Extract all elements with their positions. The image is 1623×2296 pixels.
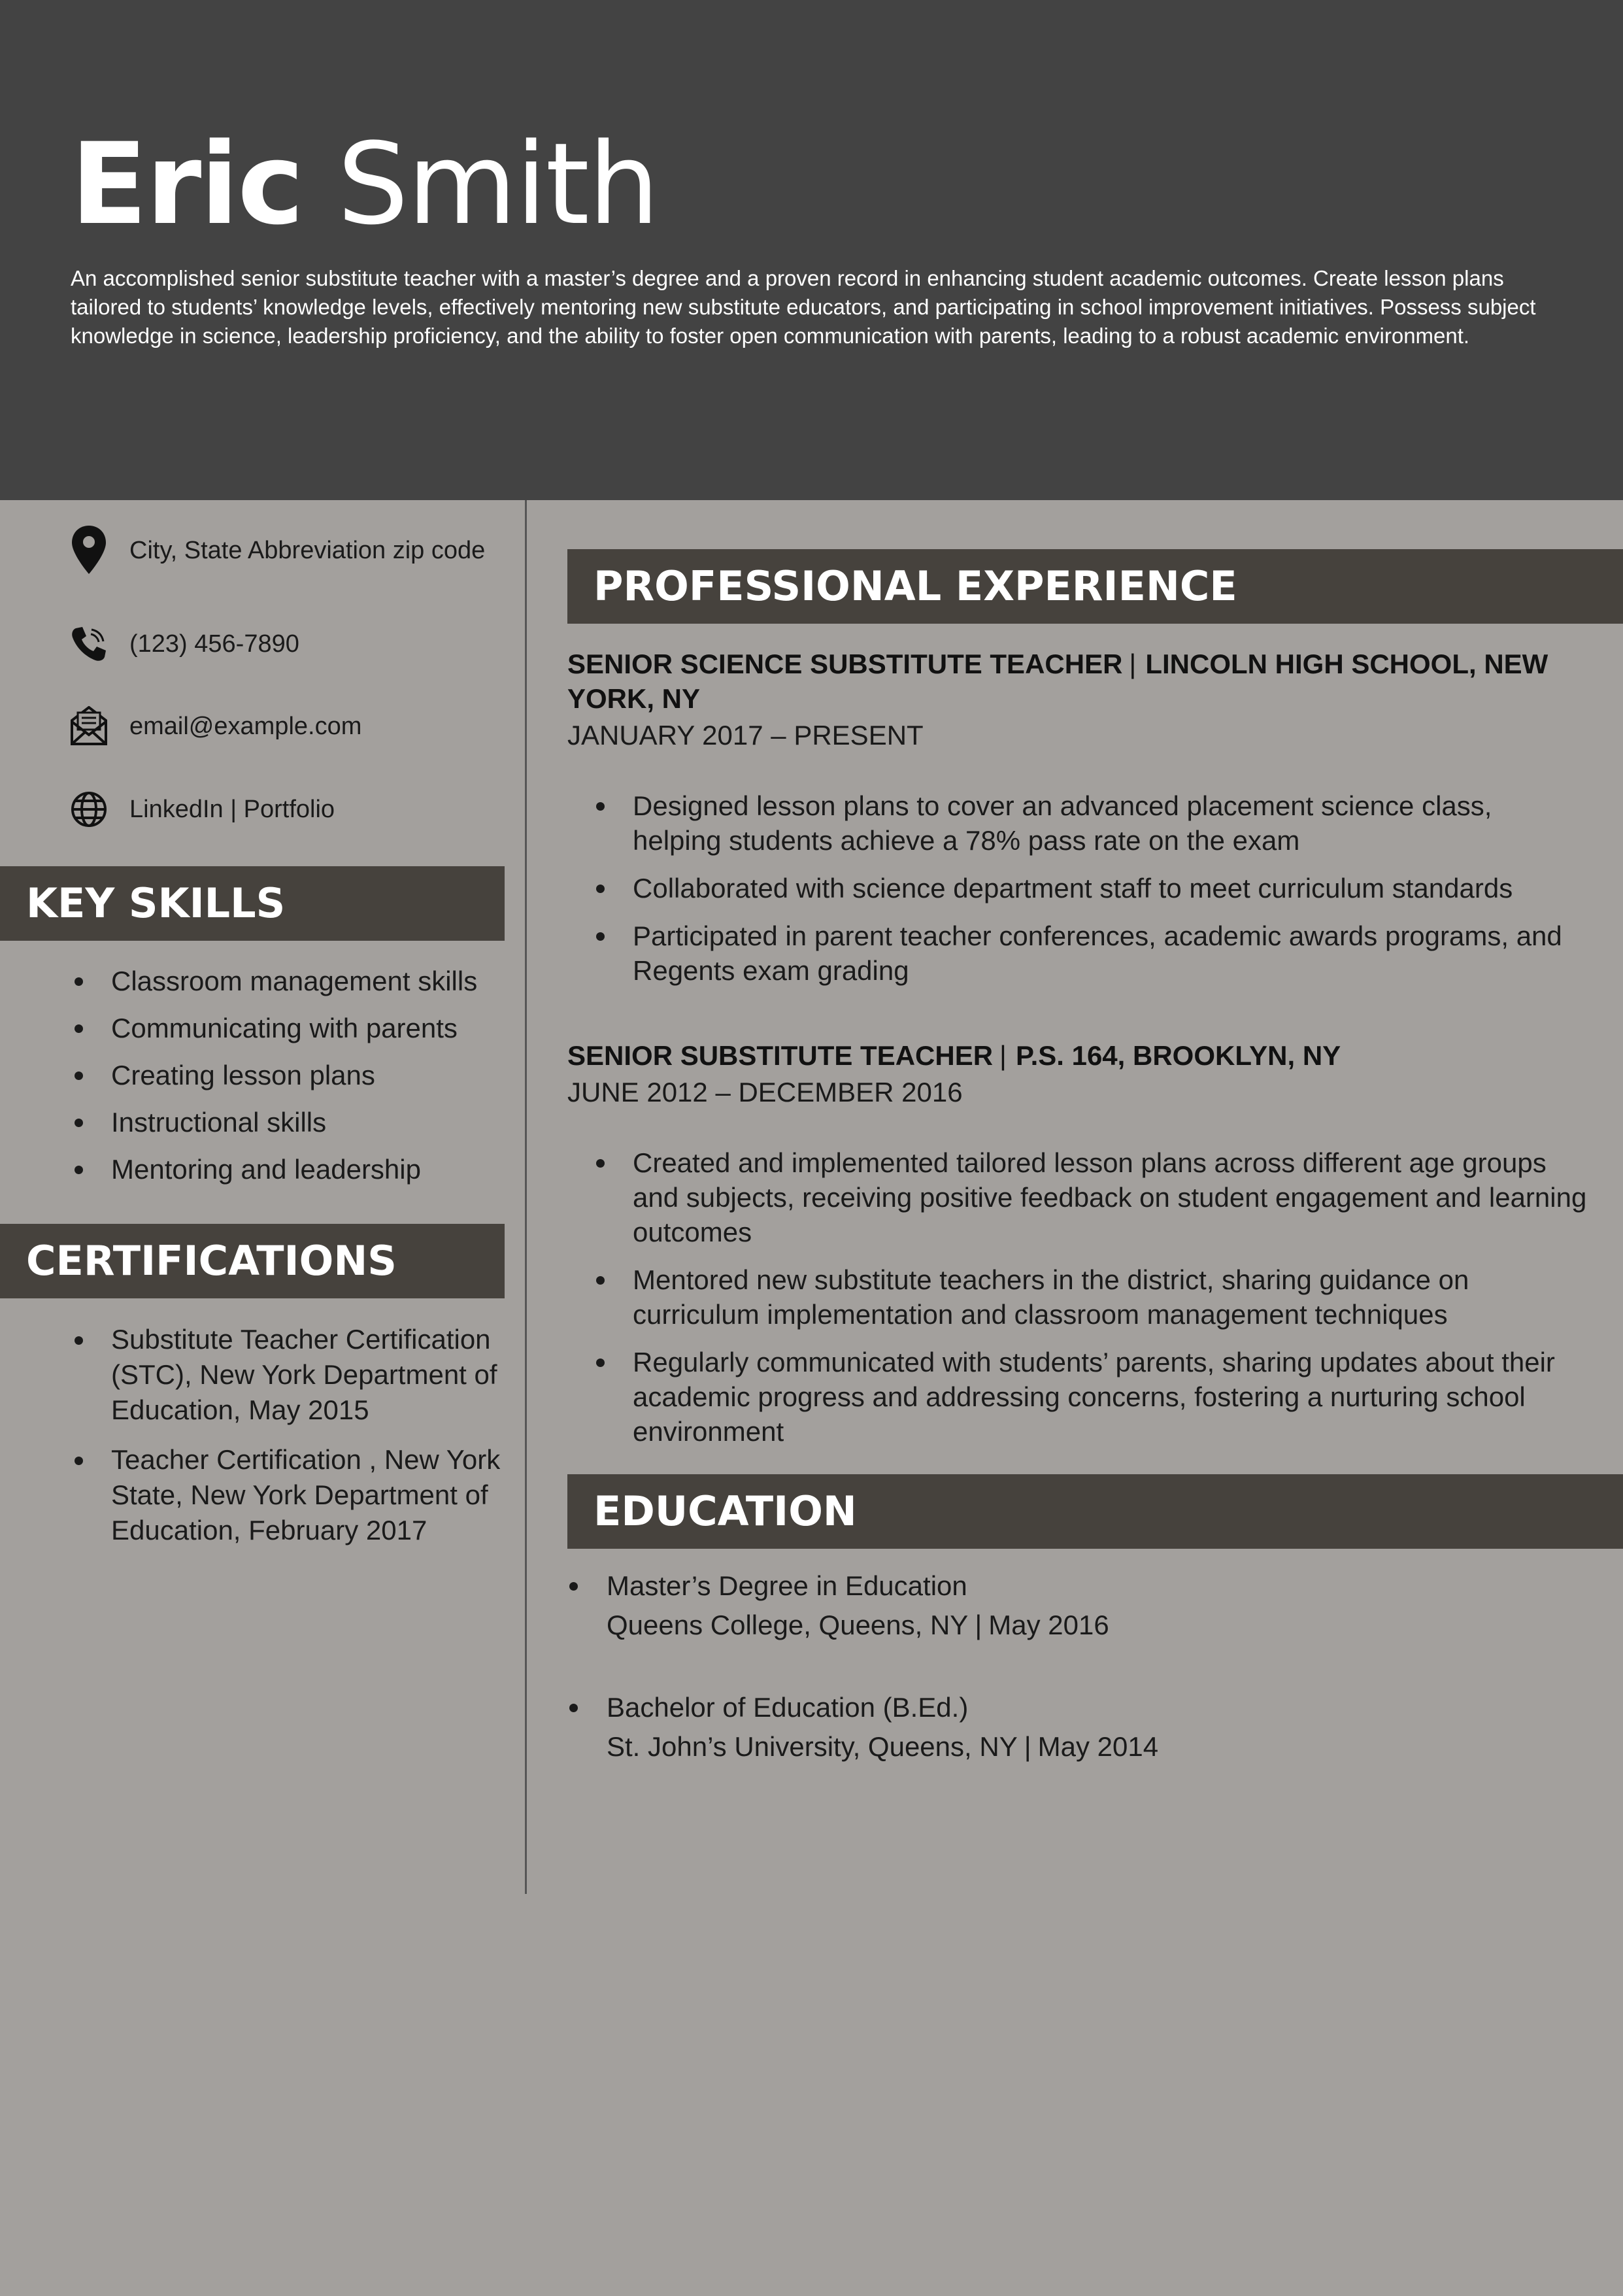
list-item: Created and implemented tailored lesson plans across different age groups and subjects, receiving positive feedback on student engagement and learning outcomes	[567, 1145, 1587, 1249]
separator: |	[975, 1610, 982, 1640]
contact-location	[71, 531, 486, 570]
skills-list	[72, 966, 516, 1201]
list-item	[567, 1688, 1587, 1766]
certifications-list	[72, 1322, 510, 1562]
separator: |	[1024, 1731, 1031, 1762]
contact-phone	[71, 624, 299, 664]
school-line	[607, 1606, 1587, 1645]
job-dates: JANUARY 2017 – PRESENT	[567, 720, 924, 751]
job-role: SENIOR SUBSTITUTE TEACHER	[567, 1040, 994, 1071]
education-title: EDUCATION	[594, 1487, 857, 1535]
separator: |	[1129, 649, 1137, 679]
list-item: Participated in parent teacher conferences, academic awards programs, and Regents exam grading	[567, 919, 1587, 988]
separator: |	[999, 1040, 1007, 1071]
job-role: SENIOR SCIENCE SUBSTITUTE TEACHER	[567, 649, 1123, 679]
school: St. John’s University, Queens, NY	[607, 1731, 1018, 1762]
location-pin-icon	[71, 531, 107, 570]
email-text[interactable]: email@example.com	[129, 712, 362, 740]
contact-links	[71, 790, 335, 829]
experience-band	[567, 549, 1623, 624]
degree: Bachelor of Education (B.Ed.)	[607, 1692, 969, 1723]
job-title	[567, 647, 1574, 716]
list-item	[567, 1566, 1587, 1645]
list-item: Regularly communicated with students’ parents, sharing updates about their academic progress and addressing concerns, fostering a nurturing school environment	[567, 1345, 1587, 1449]
list-item: Teacher Certification , New York State, New York Department of Education, February 2017	[72, 1442, 510, 1548]
candidate-name	[71, 119, 658, 250]
school-line	[607, 1727, 1587, 1766]
mail-icon	[71, 707, 107, 746]
job-employer: P.S. 164, BROOKLYN, NY	[1015, 1040, 1341, 1071]
experience-title: PROFESSIONAL EXPERIENCE	[594, 562, 1237, 610]
job-employer: LINCOLN HIGH SCHOOL, NEW YORK, NY	[567, 649, 1548, 714]
school: Queens College, Queens, NY	[607, 1610, 969, 1640]
list-item: Designed lesson plans to cover an advanced placement science class, helping students achieve a 78% pass rate on the exam	[567, 788, 1587, 858]
degree: Master’s Degree in Education	[607, 1570, 967, 1601]
list-item: Mentoring and leadership	[72, 1154, 516, 1185]
location-text: City, State Abbreviation zip code	[129, 536, 486, 564]
last-name: Smith	[337, 118, 658, 250]
graduation-date: May 2014	[1037, 1731, 1159, 1762]
job-duties-list	[567, 788, 1587, 1001]
professional-summary: An accomplished senior substitute teacher with a master’s degree and a proven record in enhancing student academic outcomes. Create lesson plans tailored to students’ knowledge levels, effectively mentoring new substitute educators, and participating in school improvement initiatives. Possess subject knowledge in science, leadership proficiency, and the ability to foster open communication with parents, leading to a robust academic environment.	[71, 266, 1536, 348]
links-text[interactable]: LinkedIn | Portfolio	[129, 795, 335, 823]
list-item: Creating lesson plans	[72, 1060, 516, 1091]
phone-text[interactable]: (123) 456-7890	[129, 630, 299, 658]
job-dates: JUNE 2012 – DECEMBER 2016	[567, 1077, 963, 1107]
job-duties-list	[567, 1145, 1587, 1462]
header	[0, 0, 1623, 500]
list-item: Classroom management skills	[72, 966, 516, 997]
list-item: Instructional skills	[72, 1107, 516, 1138]
list-item: Communicating with parents	[72, 1013, 516, 1044]
key-skills-band	[0, 866, 505, 941]
list-item: Substitute Teacher Certification (STC), New York Department of Education, May 2015	[72, 1322, 510, 1428]
education-list	[567, 1566, 1587, 1810]
certifications-title: CERTIFICATIONS	[26, 1237, 397, 1285]
key-skills-title: KEY SKILLS	[26, 879, 286, 927]
job-title	[567, 1038, 1574, 1073]
list-item: Mentored new substitute teachers in the district, sharing guidance on curriculum implementation and classroom management techniques	[567, 1262, 1587, 1332]
graduation-date: May 2016	[988, 1610, 1109, 1640]
first-name: Eric	[71, 118, 303, 250]
globe-icon	[71, 790, 107, 829]
certifications-band	[0, 1224, 505, 1298]
column-divider	[525, 500, 527, 1894]
education-band	[567, 1474, 1623, 1549]
list-item: Collaborated with science department staff to meet curriculum standards	[567, 871, 1587, 905]
contact-email	[71, 707, 362, 746]
phone-icon	[71, 624, 107, 664]
